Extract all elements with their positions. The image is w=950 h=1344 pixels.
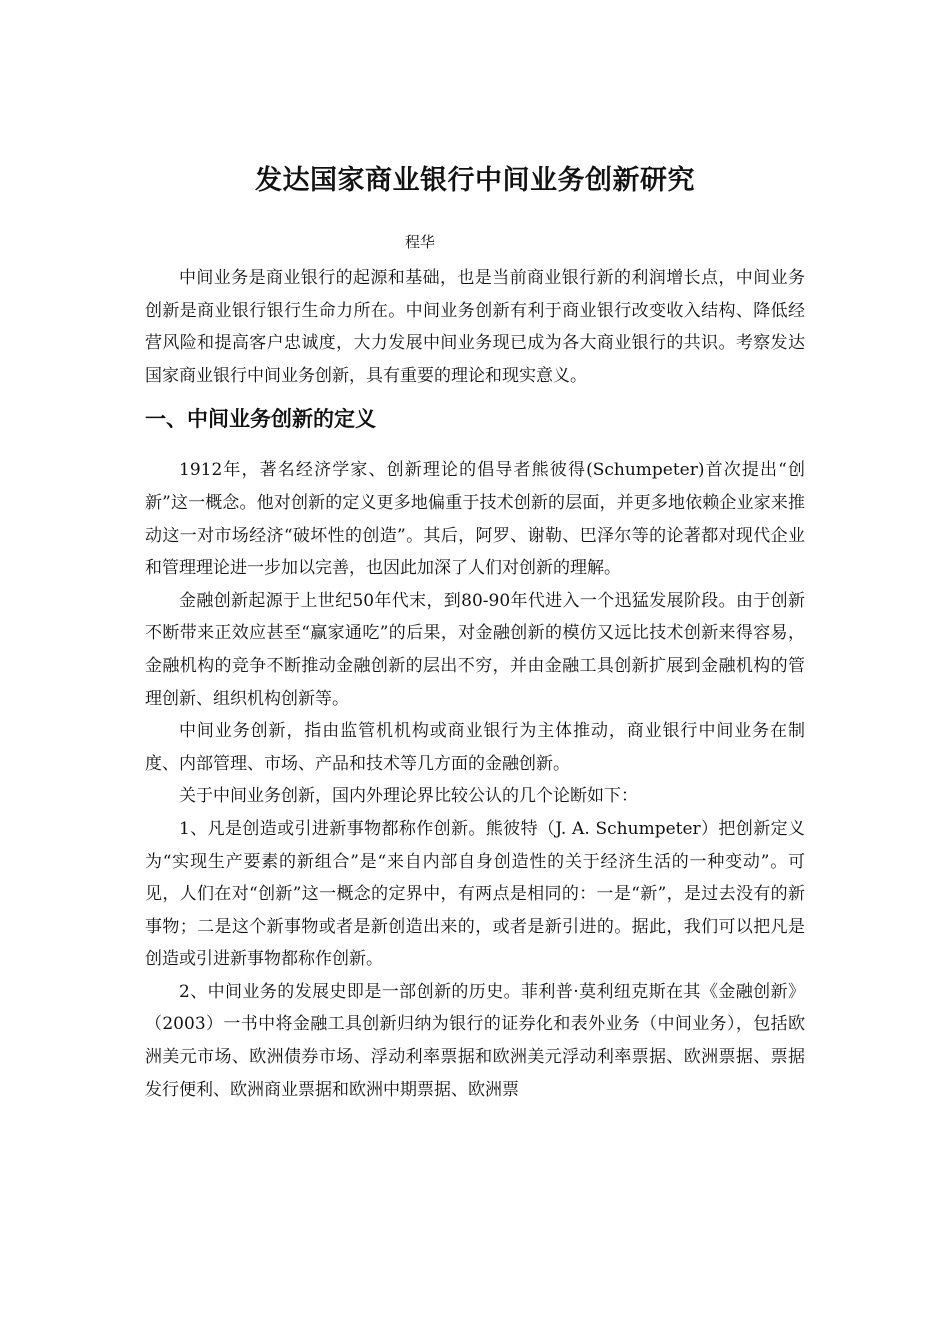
section-heading: 一、中间业务创新的定义 [145, 407, 376, 432]
document-title: 发达国家商业银行中间业务创新研究 [255, 165, 695, 196]
body-paragraph-5: 1、凡是创造或引进新事物都称作创新。熊彼特（J. A. Schumpeter）把创新定义为“实现生产要素的新组合”是“来自内部自身创造性的关于经济生活的一种变动”。可见，人们在对“创新”这一概念的定界中，有两点是相同的：一是“新”，是过去没有的新事物；二是这个新事物或者是新创造出来的，或者是新引进的。据此，我们可以把凡是创造或引进新事物都称作创新。 [145, 818, 805, 970]
body-paragraph-4: 关于中间业务创新，国内外理论界比较公认的几个论断如下： [179, 786, 638, 807]
body-paragraph-1: 1912年，著名经济学家、创新理论的倡导者熊彼得(Schumpeter)首次提出“创新”这一概念。他对创新的定义更多地偏重于技术创新的层面，并更多地依赖企业家来推动这一对市场经济“破坏性的创造”。其后，阿罗、谢勒、巴泽尔等的论著都对现代企业和管理理论进一步加以完善，也因此加深了人们对创新的理解。 [145, 460, 805, 579]
body-paragraph-3: 中间业务创新，指由监管机机构或商业银行为主体推动，商业银行中间业务在制度、内部管理、市场、产品和技术等几方面的金融创新。 [145, 721, 805, 774]
document-body [145, 262, 805, 1106]
author-name: 程华 [404, 233, 435, 251]
body-paragraph-6: 2、中间业务的发展史即是一部创新的历史。菲利普·莫利纽克斯在其《金融创新》（2003）一书中将金融工具创新归纳为银行的证券化和表外业务（中间业务），包括欧洲美元市场、欧洲债券市场、浮动利率票据和欧洲美元浮动利率票据、欧洲票据、票据发行便利、欧洲商业票据和欧洲中期票据、欧洲票 [145, 981, 805, 1100]
intro-paragraph: 中间业务是商业银行的起源和基础，也是当前商业银行新的利润增长点，中间业务创新是商业银行银行生命力所在。中间业务创新有利于商业银行改变收入结构、降低经营风险和提高客户忠诚度，大力发展中间业务现已成为各大商业银行的共识。考察发达国家商业银行中间业务创新，具有重要的理论和现实意义。 [145, 268, 805, 386]
body-paragraph-2: 金融创新起源于上世纪50年代末，到80-90年代进入一个迅猛发展阶段。由于创新不断带来正效应甚至“赢家通吃”的后果，对金融创新的模仿又远比技术创新来得容易，金融机构的竞争不断推动金融创新的层出不穷，并由金融工具创新扩展到金融机构的管理创新、组织机构创新等。 [145, 590, 805, 709]
